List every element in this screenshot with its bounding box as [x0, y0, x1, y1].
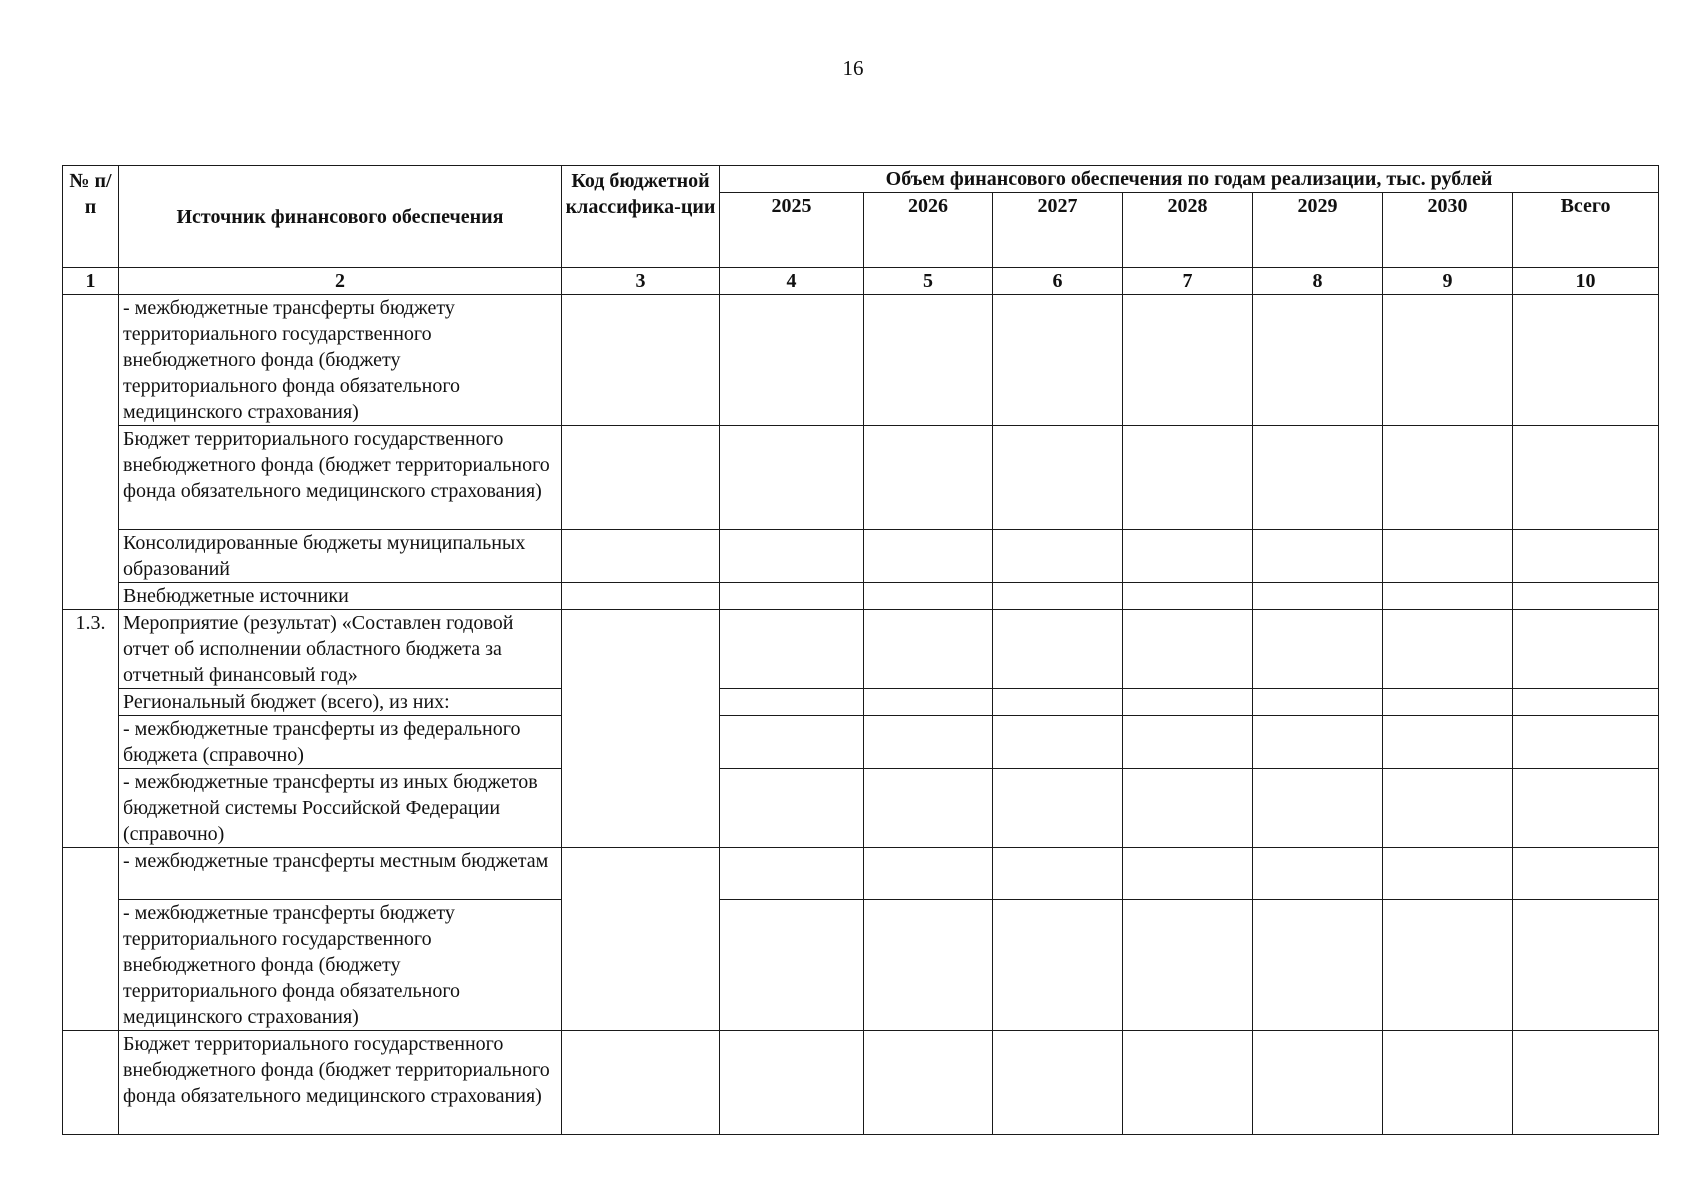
financing-table [62, 165, 1659, 1135]
value-cell [1123, 689, 1253, 716]
value-cell [1123, 610, 1253, 689]
value-cell [720, 900, 864, 1031]
total-cell [1513, 530, 1659, 583]
value-cell [1123, 295, 1253, 426]
value-cell [864, 426, 993, 530]
source-cell: Консолидированные бюджеты муниципальных образований [119, 530, 562, 583]
value-cell [1253, 583, 1383, 610]
row-number [63, 295, 119, 610]
value-cell [720, 530, 864, 583]
value-cell [720, 295, 864, 426]
value-cell [1383, 583, 1513, 610]
column-number: 1 [63, 268, 119, 295]
value-cell [1383, 900, 1513, 1031]
value-cell [720, 716, 864, 769]
value-cell [1123, 530, 1253, 583]
header-year: 2026 [864, 193, 993, 268]
value-cell [1253, 295, 1383, 426]
value-cell [993, 530, 1123, 583]
source-cell: - межбюджетные трансферты бюджету территориального государственного внебюджетного фонда (бюджету территориального фонда обязательного медицинского страхования) [119, 900, 562, 1031]
total-cell [1513, 769, 1659, 848]
value-cell [720, 689, 864, 716]
header-year: 2028 [1123, 193, 1253, 268]
column-number: 3 [562, 268, 720, 295]
kbk-cell [562, 426, 720, 530]
value-cell [1383, 426, 1513, 530]
value-cell [720, 769, 864, 848]
source-cell: Региональный бюджет (всего), из них: [119, 689, 562, 716]
value-cell [1253, 848, 1383, 900]
header-num: № п/п [63, 166, 119, 268]
value-cell [993, 610, 1123, 689]
value-cell [720, 1031, 864, 1135]
column-number: 5 [864, 268, 993, 295]
value-cell [864, 610, 993, 689]
value-cell [720, 426, 864, 530]
table-row [63, 610, 1659, 689]
value-cell [1253, 716, 1383, 769]
value-cell [720, 610, 864, 689]
value-cell [1383, 689, 1513, 716]
value-cell [1383, 848, 1513, 900]
row-number: 1.3. [63, 610, 119, 848]
value-cell [993, 295, 1123, 426]
kbk-cell [562, 1031, 720, 1135]
kbk-cell [562, 583, 720, 610]
value-cell [993, 1031, 1123, 1135]
page-number: 16 [842, 56, 864, 80]
table-row [63, 426, 1659, 530]
value-cell [1123, 716, 1253, 769]
source-cell: - межбюджетные трансферты из иных бюджетов бюджетной системы Российской Федерации (справочно) [119, 769, 562, 848]
kbk-cell [562, 295, 720, 426]
table-row [63, 769, 1659, 848]
table-row [63, 1031, 1659, 1135]
value-cell [1253, 689, 1383, 716]
value-cell [864, 900, 993, 1031]
value-cell [1123, 426, 1253, 530]
source-cell: Бюджет территориального государственного внебюджетного фонда (бюджет территориального фонда обязательного медицинского страхования) [119, 1031, 562, 1135]
header-year: 2029 [1253, 193, 1383, 268]
value-cell [993, 583, 1123, 610]
total-cell [1513, 295, 1659, 426]
value-cell [864, 689, 993, 716]
value-cell [1123, 1031, 1253, 1135]
value-cell [720, 583, 864, 610]
header-year: 2030 [1383, 193, 1513, 268]
value-cell [1383, 610, 1513, 689]
kbk-cell [562, 610, 720, 848]
value-cell [993, 716, 1123, 769]
value-cell [1123, 900, 1253, 1031]
table-row [63, 530, 1659, 583]
table-row [63, 848, 1659, 900]
value-cell [1123, 848, 1253, 900]
total-cell [1513, 583, 1659, 610]
total-cell [1513, 716, 1659, 769]
source-cell: - межбюджетные трансферты из федерального бюджета (справочно) [119, 716, 562, 769]
kbk-cell [562, 530, 720, 583]
value-cell [1383, 1031, 1513, 1135]
total-cell [1513, 426, 1659, 530]
column-number-row [63, 268, 1659, 295]
source-cell: Бюджет территориального государственного внебюджетного фонда (бюджет территориального фонда обязательного медицинского страхования) [119, 426, 562, 530]
value-cell [1253, 530, 1383, 583]
kbk-cell [562, 848, 720, 1031]
header-source: Источник финансового обеспечения [119, 166, 562, 268]
header-kbk: Код бюджетной классифика-ции [562, 166, 720, 268]
value-cell [1253, 1031, 1383, 1135]
row-number [63, 1031, 119, 1135]
value-cell [720, 848, 864, 900]
total-cell [1513, 689, 1659, 716]
value-cell [993, 848, 1123, 900]
header-volume-group: Объем финансового обеспечения по годам реализации, тыс. рублей [720, 166, 1659, 193]
total-cell [1513, 1031, 1659, 1135]
table-row [63, 583, 1659, 610]
column-number: 9 [1383, 268, 1513, 295]
value-cell [864, 583, 993, 610]
value-cell [864, 716, 993, 769]
source-cell: Мероприятие (результат) «Составлен годовой отчет об исполнении областного бюджета за отчетный финансовый год» [119, 610, 562, 689]
column-number: 10 [1513, 268, 1659, 295]
value-cell [1383, 530, 1513, 583]
header-year: 2027 [993, 193, 1123, 268]
value-cell [864, 1031, 993, 1135]
source-cell: Внебюджетные источники [119, 583, 562, 610]
column-number: 6 [993, 268, 1123, 295]
value-cell [1383, 716, 1513, 769]
value-cell [864, 295, 993, 426]
total-cell [1513, 900, 1659, 1031]
value-cell [1253, 900, 1383, 1031]
column-number: 7 [1123, 268, 1253, 295]
value-cell [864, 769, 993, 848]
value-cell [993, 426, 1123, 530]
value-cell [1253, 610, 1383, 689]
column-number: 2 [119, 268, 562, 295]
value-cell [993, 769, 1123, 848]
column-number: 8 [1253, 268, 1383, 295]
header-year: 2025 [720, 193, 864, 268]
table-row [63, 716, 1659, 769]
row-number [63, 848, 119, 1031]
value-cell [1123, 583, 1253, 610]
header-total: Всего [1513, 193, 1659, 268]
source-cell: - межбюджетные трансферты местным бюджетам [119, 848, 562, 900]
value-cell [1383, 295, 1513, 426]
source-cell: - межбюджетные трансферты бюджету территориального государственного внебюджетного фонда (бюджету территориального фонда обязательного медицинского страхования) [119, 295, 562, 426]
value-cell [1253, 426, 1383, 530]
table-row [63, 295, 1659, 426]
value-cell [1383, 769, 1513, 848]
value-cell [1253, 769, 1383, 848]
column-number: 4 [720, 268, 864, 295]
value-cell [993, 689, 1123, 716]
total-cell [1513, 610, 1659, 689]
value-cell [1123, 769, 1253, 848]
table-row [63, 900, 1659, 1031]
value-cell [864, 530, 993, 583]
table-row [63, 689, 1659, 716]
value-cell [864, 848, 993, 900]
value-cell [993, 900, 1123, 1031]
total-cell [1513, 848, 1659, 900]
